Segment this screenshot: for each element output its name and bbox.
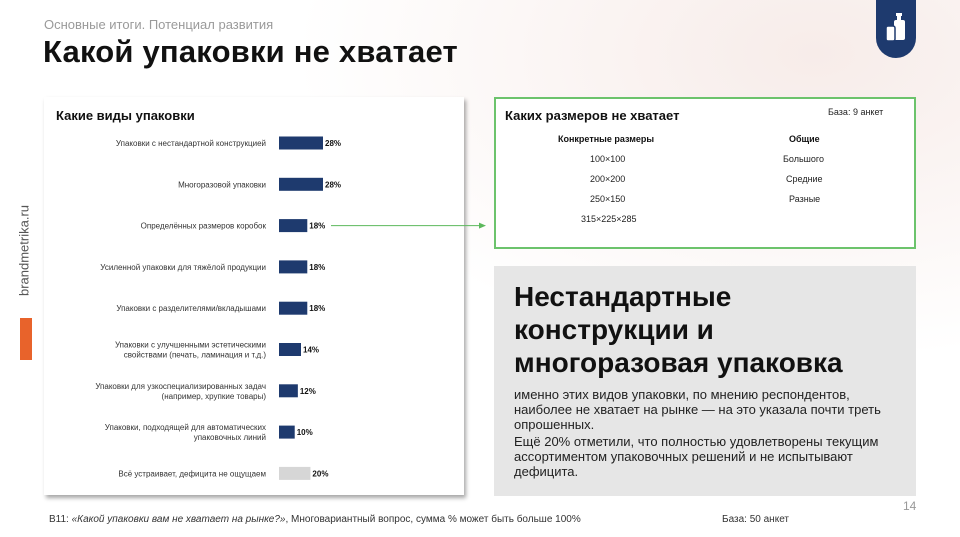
- sizes-title: Каких размеров не хватает: [505, 108, 680, 123]
- category-label: Всё устраивает, дефицита не ощущаем: [118, 469, 266, 479]
- bar-value-label: 20%: [312, 469, 329, 479]
- sizes-base: База: 9 анкет: [828, 107, 884, 117]
- bar-value-label: 18%: [309, 304, 326, 314]
- base-footnote: База: 50 анкет: [722, 514, 789, 525]
- bar: [279, 260, 307, 273]
- specific-sizes-header: Конкретные размеры: [558, 134, 655, 144]
- bar: [279, 467, 310, 480]
- category-label: Упаковки для узкоспециализированных задач: [95, 381, 266, 391]
- bar: [279, 384, 298, 397]
- bar-chart: [44, 97, 464, 495]
- summary-headline: [514, 280, 843, 379]
- general-size-item: Средние: [786, 174, 823, 184]
- brand-site-vertical: [13, 195, 35, 315]
- bar: [279, 343, 301, 356]
- summary-headline-line: многоразовая упаковка: [514, 347, 843, 378]
- arrow-head: [479, 223, 486, 229]
- category-label: Упаковки с улучшенными эстетическими: [114, 340, 266, 350]
- bar: [279, 178, 323, 191]
- page-title: Какой упаковки не хватает: [43, 34, 458, 69]
- general-size-item: Большого: [783, 154, 824, 164]
- category-label: Усиленной упаковки для тяжёлой продукции: [100, 262, 266, 272]
- question-footnote: [49, 514, 581, 525]
- bar: [279, 137, 323, 150]
- bar: [279, 426, 295, 439]
- question-note: , Многовариантный вопрос, сумма % может быть больше 100%: [285, 514, 581, 525]
- bar-value-label: 14%: [303, 345, 320, 355]
- summary-headline-line: конструкции и: [514, 314, 714, 345]
- category-label: Многоразовой упаковки: [178, 180, 266, 190]
- specific-size-item: 250×150: [590, 194, 626, 204]
- category-label: Упаковки, подходящей для автоматических: [104, 423, 266, 433]
- general-sizes-header: Общие: [789, 134, 820, 144]
- bar-value-label: 10%: [296, 428, 313, 438]
- category-label: Определённых размеров коробок: [140, 221, 266, 231]
- bottle-pack-icon: [884, 12, 908, 44]
- summary-paragraph-1: именно этих видов упаковки, по мнению респондентов, наиболее не хватает на рынке — на это указала почти треть опрошенных.: [514, 387, 881, 432]
- category-label: упаковочных линий: [193, 433, 266, 443]
- summary-paragraph-2: Ещё 20% отметили, что полностью удовлетворены текущим ассортиментом упаковочных решений и не испытывают дефицита.: [514, 434, 879, 479]
- bar: [279, 219, 307, 232]
- bar-value-label: 28%: [325, 139, 342, 148]
- category-label: свойствами (печать, ламинация и т.д.): [123, 350, 266, 360]
- category-label: Упаковки с разделителями/вкладышами: [116, 304, 266, 314]
- section-subtitle: Основные итоги. Потенциал развития: [44, 17, 274, 32]
- brand-accent-bar: [20, 318, 32, 360]
- chart-panel: [44, 97, 464, 495]
- specific-size-item: 200×200: [590, 174, 626, 184]
- chart-title: Какие виды упаковки: [56, 108, 195, 123]
- summary-headline-line: Нестандартные: [514, 281, 732, 312]
- bar-value-label: 12%: [299, 386, 316, 396]
- brand-site-text: brandmetrika.ru: [16, 204, 32, 297]
- sizes-panel: [494, 97, 916, 249]
- question-text: «Какой упаковки вам не хватает на рынке?»: [71, 514, 286, 525]
- page-number: 14: [903, 499, 917, 513]
- bar-value-label: 18%: [309, 262, 326, 272]
- general-size-item: Разные: [789, 194, 821, 204]
- bar-value-label: 28%: [325, 180, 342, 190]
- question-code: B11:: [49, 514, 72, 525]
- specific-size-item: 315×225×285: [581, 214, 637, 224]
- bar: [279, 302, 307, 315]
- bar-value-label: 18%: [309, 221, 326, 231]
- summary-panel: [494, 266, 916, 496]
- specific-size-item: 100×100: [590, 154, 626, 164]
- category-label: Упаковки с нестандартной конструкцией: [115, 139, 266, 148]
- category-label: (например, хрупкие товары): [161, 391, 266, 401]
- logo-badge: [876, 0, 916, 58]
